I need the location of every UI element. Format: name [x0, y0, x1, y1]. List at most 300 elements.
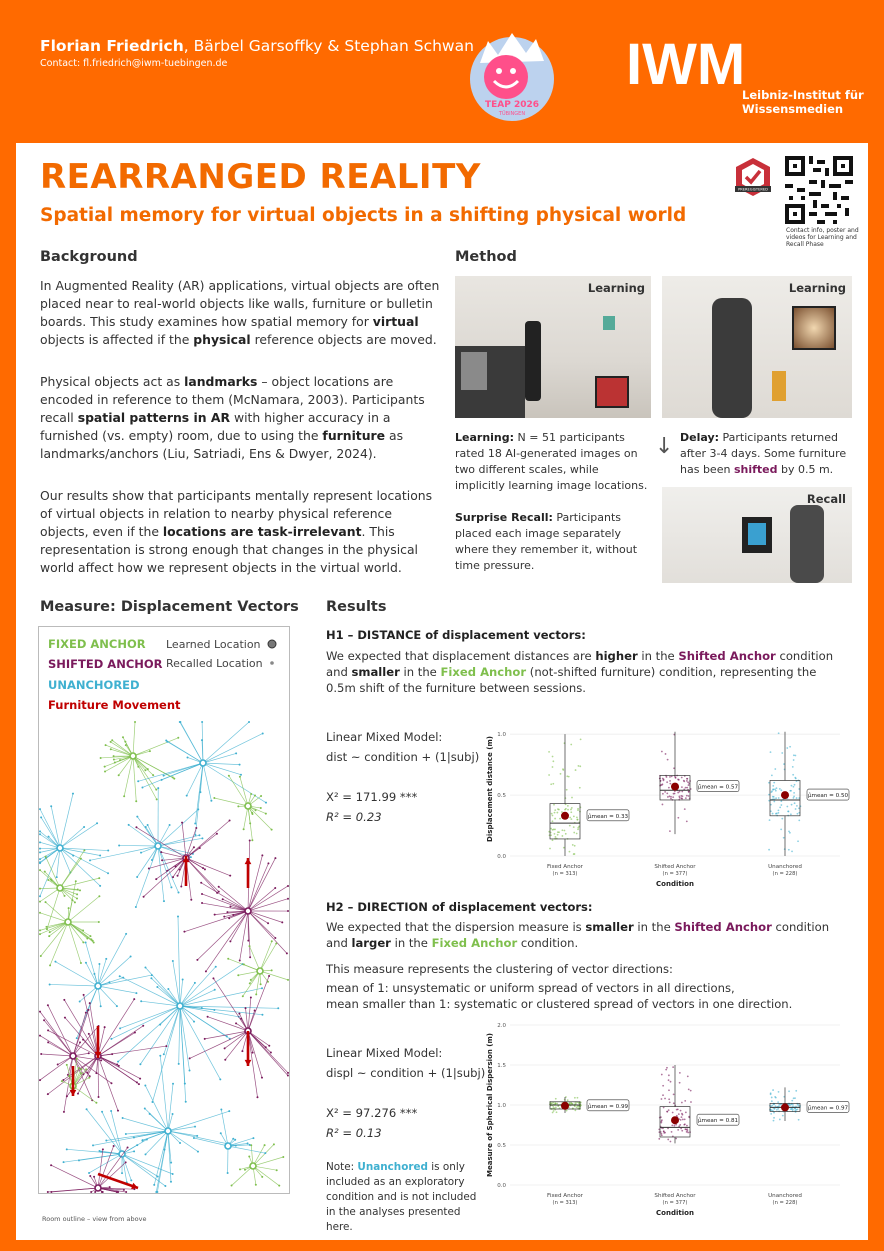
recalled-point	[193, 846, 195, 848]
mean-label: μ̂mean = 0.57	[697, 784, 739, 791]
jitter-point	[574, 1109, 576, 1111]
jitter-point	[552, 815, 554, 817]
recalled-point	[107, 850, 109, 852]
contact: Contact: fl.friedrich@iwm-tuebingen.de	[40, 58, 228, 69]
recalled-point	[214, 989, 216, 991]
jitter-point	[793, 792, 795, 794]
jitter-point	[779, 806, 781, 808]
recalled-point	[184, 1083, 186, 1085]
recalled-point	[118, 774, 120, 776]
recalled-point	[40, 816, 42, 818]
recalled-point	[56, 876, 58, 878]
x-tick-label: Shifted Anchor	[654, 1193, 696, 1199]
jitter-point	[773, 801, 775, 803]
jitter-point	[789, 746, 791, 748]
jitter-point	[554, 809, 556, 811]
recall-text: Surprise Recall: Participants placed each image separately where they remember it, without time pressure.	[455, 511, 638, 572]
recalled-point	[125, 1161, 127, 1163]
recalled-point	[135, 800, 137, 802]
recalled-point	[216, 833, 218, 835]
recalled-point	[122, 977, 124, 979]
recalled-point	[152, 774, 154, 776]
jitter-point	[772, 1089, 774, 1091]
recalled-point	[265, 802, 267, 804]
recalled-point	[116, 1191, 118, 1193]
jitter-point	[573, 832, 575, 834]
jitter-point	[793, 1097, 795, 1099]
recalled-point	[251, 812, 253, 814]
jitter-point	[562, 768, 564, 770]
recalled-point	[268, 975, 270, 977]
jitter-point	[580, 739, 582, 741]
recalled-point	[79, 1041, 81, 1043]
recalled-point	[157, 787, 159, 789]
h1-model: Linear Mixed Model: dist ~ condition + (1|subj) X² = 171.99 *** R² = 0.23	[326, 730, 480, 824]
recalled-point	[249, 956, 251, 958]
recalled-point	[242, 995, 244, 997]
recalled-point	[89, 935, 91, 937]
jitter-point	[668, 1079, 670, 1081]
recalled-point	[177, 737, 179, 739]
jitter-point	[681, 1102, 683, 1104]
recalled-point	[155, 1191, 157, 1193]
jitter-point	[668, 1098, 670, 1100]
learned-point	[245, 908, 251, 914]
jitter-point	[797, 1104, 799, 1106]
recalled-point	[105, 1139, 107, 1141]
recalled-point	[47, 1093, 49, 1095]
recalled-point	[265, 813, 267, 815]
jitter-point	[777, 1101, 779, 1103]
jitter-point	[661, 1098, 663, 1100]
recalled-point	[237, 974, 239, 976]
jitter-point	[787, 810, 789, 812]
background-paragraph-3: Our results show that participants mentally represent locations of virtual objects in relation to nearby physical reference objects, even if the locations are task-irrelevant. This representation is strong enough that changes in the physical world affect how we represent objects in the virtual world.	[40, 488, 433, 575]
recalled-point	[261, 1176, 263, 1178]
jitter-point	[550, 828, 552, 830]
h1-title: H1 – DISTANCE of displacement vectors:	[326, 628, 586, 642]
jitter-point	[679, 1082, 681, 1084]
jitter-point	[684, 808, 686, 810]
background-heading: Background	[40, 249, 138, 265]
learned-point	[57, 845, 63, 851]
recalled-point	[111, 739, 113, 741]
jitter-point	[577, 819, 579, 821]
jitter-point	[684, 1100, 686, 1102]
jitter-point	[552, 829, 554, 831]
jitter-point	[768, 849, 770, 851]
jitter-point	[774, 788, 776, 790]
recalled-point	[104, 771, 106, 773]
recalled-point	[274, 857, 276, 859]
jitter-point	[690, 1101, 692, 1103]
recalled-point	[163, 775, 165, 777]
jitter-point	[677, 1129, 679, 1131]
jitter-point	[565, 833, 567, 835]
h1-text: We expected that displacement distances are higher in the Shifted Anchor condition and smaller in the Fixed Anchor (not-shifted furniture) condition, representing the 0.5m shift of the furniture between sessions.	[326, 649, 834, 695]
jitter-point	[687, 1075, 689, 1077]
recalled-point	[227, 1172, 229, 1174]
recalled-point	[141, 786, 143, 788]
recalled-point	[39, 869, 41, 871]
recalled-point	[210, 800, 212, 802]
recalled-point	[223, 916, 225, 918]
recalled-point	[287, 910, 289, 912]
recalled-point	[93, 1176, 95, 1178]
recalled-point	[287, 885, 289, 887]
jitter-point	[673, 1102, 675, 1104]
recalled-point	[76, 898, 78, 900]
recalled-point	[274, 937, 276, 939]
learned-point	[245, 803, 251, 809]
recalled-point	[249, 1144, 251, 1146]
recalled-point	[250, 996, 252, 998]
jitter-point	[577, 1097, 579, 1099]
recalled-point	[39, 895, 41, 897]
recalled-point	[200, 882, 202, 884]
jitter-point	[570, 811, 572, 813]
recalled-point	[144, 1085, 146, 1087]
recalled-point	[122, 1117, 124, 1119]
recalled-point	[179, 1142, 181, 1144]
recalled-point	[267, 922, 269, 924]
jitter-point	[673, 1125, 675, 1127]
jitter-point	[796, 805, 798, 807]
jitter-point	[685, 1111, 687, 1113]
jitter-point	[679, 1124, 681, 1126]
recalled-point	[150, 977, 152, 979]
jitter-point	[682, 1119, 684, 1121]
jitter-point	[770, 751, 772, 753]
recalled-point	[274, 887, 276, 889]
recalled-point	[45, 926, 47, 928]
jitter-point	[686, 780, 688, 782]
jitter-point	[791, 1108, 793, 1110]
recalled-point	[47, 1029, 49, 1031]
recalled-point	[187, 756, 189, 758]
recalled-point	[78, 1159, 80, 1161]
recalled-point	[100, 1059, 102, 1061]
jitter-point	[778, 812, 780, 814]
recalled-point	[178, 892, 180, 894]
recalled-point	[201, 721, 203, 723]
learned-point	[130, 753, 136, 759]
qr-code[interactable]	[785, 156, 853, 224]
recalled-point	[271, 969, 273, 971]
jitter-point	[771, 1097, 773, 1099]
recalled-point	[128, 824, 130, 826]
recalled-point	[116, 1064, 118, 1066]
recalled-point	[143, 896, 145, 898]
x-tick-n-label: (n = 377)	[662, 871, 688, 877]
recalled-point	[48, 836, 50, 838]
jitter-point	[572, 844, 574, 846]
recalled-point	[271, 940, 273, 942]
recalled-point	[63, 1111, 65, 1113]
learned-point	[177, 1003, 183, 1009]
recalled-point	[113, 1145, 115, 1147]
measure-heading: Measure: Displacement Vectors	[40, 599, 299, 615]
recalled-point	[89, 1175, 91, 1177]
jitter-point	[686, 787, 688, 789]
recalled-point	[39, 888, 41, 890]
jitter-point	[665, 753, 667, 755]
recalled-point	[213, 1009, 215, 1011]
recalled-point	[261, 1077, 263, 1079]
badge-line1: TEAP 2026	[484, 100, 540, 110]
recalled-point	[110, 741, 112, 743]
learning-photo-1	[455, 276, 651, 418]
recalled-point	[39, 830, 41, 832]
jitter-point	[573, 826, 575, 828]
photo-label-learning-1: Learning	[587, 281, 645, 295]
jitter-point	[771, 790, 773, 792]
recalled-point	[286, 952, 288, 954]
recalled-point	[287, 1072, 289, 1074]
recalled-point	[98, 895, 100, 897]
recalled-point	[133, 1150, 135, 1152]
jitter-point	[664, 791, 666, 793]
recalled-point	[159, 1024, 161, 1026]
jitter-point	[576, 833, 578, 835]
jitter-point	[571, 807, 573, 809]
jitter-point	[661, 1134, 663, 1136]
jitter-point	[548, 774, 550, 776]
jitter-point	[559, 818, 561, 820]
jitter-point	[773, 1108, 775, 1110]
legend-fixed: FIXED ANCHOR	[48, 637, 146, 651]
jitter-point	[676, 1115, 678, 1117]
jitter-point	[663, 1132, 665, 1134]
jitter-point	[560, 773, 562, 775]
jitter-point	[561, 835, 563, 837]
recalled-point	[214, 914, 216, 916]
recalled-point	[90, 1191, 92, 1193]
recalled-point	[229, 905, 231, 907]
jitter-point	[786, 806, 788, 808]
y-axis-label: Displacement distance (m)	[486, 736, 494, 842]
recalled-point	[196, 1135, 198, 1137]
jitter-point	[788, 849, 790, 851]
recalled-point	[98, 963, 100, 965]
jitter-point	[579, 787, 581, 789]
jitter-point	[671, 1124, 673, 1126]
learned-point	[257, 968, 263, 974]
learned-point	[95, 983, 101, 989]
recalled-point	[68, 907, 70, 909]
recalled-point	[287, 979, 289, 981]
jitter-point	[552, 783, 554, 785]
jitter-point	[577, 808, 579, 810]
recalled-point	[193, 1137, 195, 1139]
jitter-point	[793, 786, 795, 788]
jitter-point	[688, 795, 690, 797]
recalled-point	[229, 875, 231, 877]
jitter-point	[786, 747, 788, 749]
jitter-point	[666, 1111, 668, 1113]
jitter-point	[668, 787, 670, 789]
recalled-point	[119, 759, 121, 761]
jitter-point	[774, 1096, 776, 1098]
jitter-point	[552, 760, 554, 762]
jitter-point	[578, 765, 580, 767]
recalled-point	[66, 1148, 68, 1150]
recalled-point	[145, 1153, 147, 1155]
jitter-point	[666, 781, 668, 783]
recalled-point	[287, 1074, 289, 1076]
recalled-point	[93, 973, 95, 975]
jitter-point	[574, 1097, 576, 1099]
iwm-sub-line2: Wissensmedien	[742, 102, 844, 116]
mean-point	[781, 791, 789, 799]
recalled-point	[270, 1051, 272, 1053]
recalled-point	[39, 851, 41, 853]
recalled-point	[102, 1148, 104, 1150]
mean-point	[671, 1116, 679, 1124]
recalled-point	[213, 797, 215, 799]
mean-label: μ̂mean = 0.97	[807, 1105, 849, 1112]
jitter-point	[781, 752, 783, 754]
recalled-point	[248, 1155, 250, 1157]
jitter-point	[791, 785, 793, 787]
background-paragraph-2: Physical objects act as landmarks – object locations are encoded in reference to them (McNamara, 2003). Participants recall spatial patterns in AR with higher accuracy in a furnished (vs. empty) room, due to using the furniture as landmarks/anchors (Liu, Satriadi, Ens & Dwyer, 2024).	[40, 374, 425, 461]
recalled-point	[227, 958, 229, 960]
jitter-point	[574, 853, 576, 855]
recalled-point	[88, 1172, 90, 1174]
recalled-point	[229, 819, 231, 821]
recalled-point	[151, 974, 153, 976]
recalled-point	[190, 856, 192, 858]
recalled-point	[166, 870, 168, 872]
qr-note: Contact info, poster and videos for Learning and Recall Phase	[786, 227, 859, 248]
recalled-point	[164, 1185, 166, 1187]
recalled-point	[149, 1113, 151, 1115]
recalled-point	[194, 823, 196, 825]
recalled-point	[101, 1111, 103, 1113]
recalled-point	[113, 759, 115, 761]
photo-label-recall: Recall	[806, 492, 846, 506]
photo-label-learning-2: Learning	[788, 281, 846, 295]
recalled-point	[92, 1144, 94, 1146]
jitter-point	[771, 1100, 773, 1102]
recalled-point	[201, 837, 203, 839]
recalled-point	[80, 1068, 82, 1070]
recalled-point	[196, 959, 198, 961]
recalled-point	[260, 795, 262, 797]
jitter-point	[688, 1088, 690, 1090]
recalled-point	[140, 1000, 142, 1002]
jitter-point	[781, 818, 783, 820]
recalled-point	[125, 1191, 127, 1193]
jitter-point	[669, 783, 671, 785]
jitter-point	[681, 1116, 683, 1118]
recalled-point	[72, 793, 74, 795]
jitter-point	[667, 796, 669, 798]
jitter-point	[667, 759, 669, 761]
jitter-point	[796, 797, 798, 799]
recalled-point	[117, 1061, 119, 1063]
jitter-point	[565, 808, 567, 810]
recalled-point	[64, 895, 66, 897]
recalled-point	[239, 764, 241, 766]
jitter-point	[669, 1101, 671, 1103]
recalled-point	[228, 917, 230, 919]
recalled-point	[199, 847, 201, 849]
recalled-point	[80, 858, 82, 860]
recalled-point	[190, 899, 192, 901]
recalled-point	[250, 793, 252, 795]
jitter-point	[669, 776, 671, 778]
learned-location-icon	[268, 640, 276, 648]
recalled-point	[169, 824, 171, 826]
jitter-point	[790, 790, 792, 792]
recalled-point	[116, 1005, 118, 1007]
x-tick-label: Fixed Anchor	[547, 1193, 583, 1199]
recalled-point	[45, 856, 47, 858]
learned-point	[250, 1163, 256, 1169]
x-tick-n-label: (n = 228)	[772, 1200, 798, 1206]
recalled-point	[76, 893, 78, 895]
jitter-point	[661, 1074, 663, 1076]
jitter-point	[554, 818, 556, 820]
h2-dispersion-chart	[478, 1015, 852, 1221]
jitter-point	[778, 797, 780, 799]
recalled-point	[273, 1143, 275, 1145]
recalled-point	[86, 1108, 88, 1110]
author-main: Florian Friedrich	[40, 37, 184, 55]
badge-line2: TÜBINGEN	[498, 111, 526, 117]
recalled-point	[127, 1147, 129, 1149]
recalled-point	[87, 1009, 89, 1011]
jitter-point	[685, 797, 687, 799]
recalled-point	[232, 1138, 234, 1140]
delay-text: Delay: Participants returned after 3-4 days. Some furniture has been shifted by 0.5 m.	[680, 431, 847, 476]
jitter-point	[554, 812, 556, 814]
jitter-point	[795, 755, 797, 757]
recalled-point	[40, 955, 42, 957]
jitter-point	[658, 1138, 660, 1140]
jitter-point	[783, 837, 785, 839]
x-tick-label: Shifted Anchor	[654, 864, 696, 870]
recalled-point	[79, 1001, 81, 1003]
results-heading: Results	[326, 599, 387, 615]
recalled-point	[231, 1185, 233, 1187]
recalled-point	[172, 1113, 174, 1115]
recalled-point	[39, 1011, 41, 1013]
recalled-point	[170, 1162, 172, 1164]
recalled-point	[76, 1058, 78, 1060]
recalled-point	[96, 822, 98, 824]
mean-label: μ̂mean = 0.50	[807, 793, 849, 800]
recalled-point	[133, 1136, 135, 1138]
jitter-point	[672, 1112, 674, 1114]
recalled-point	[261, 987, 263, 989]
jitter-point	[792, 1104, 794, 1106]
jitter-point	[773, 1112, 775, 1114]
jitter-point	[768, 782, 770, 784]
jitter-point	[795, 1090, 797, 1092]
recalled-point	[63, 1161, 65, 1163]
iwm-sub-line1: Leibniz-Institut für	[742, 88, 864, 102]
jitter-point	[686, 778, 688, 780]
recalled-point	[39, 833, 41, 835]
recalled-point	[182, 978, 184, 980]
recalled-point	[77, 889, 79, 891]
jitter-point	[683, 780, 685, 782]
recalled-point	[77, 1093, 79, 1095]
recalled-point	[178, 1063, 180, 1065]
jitter-point	[662, 804, 664, 806]
